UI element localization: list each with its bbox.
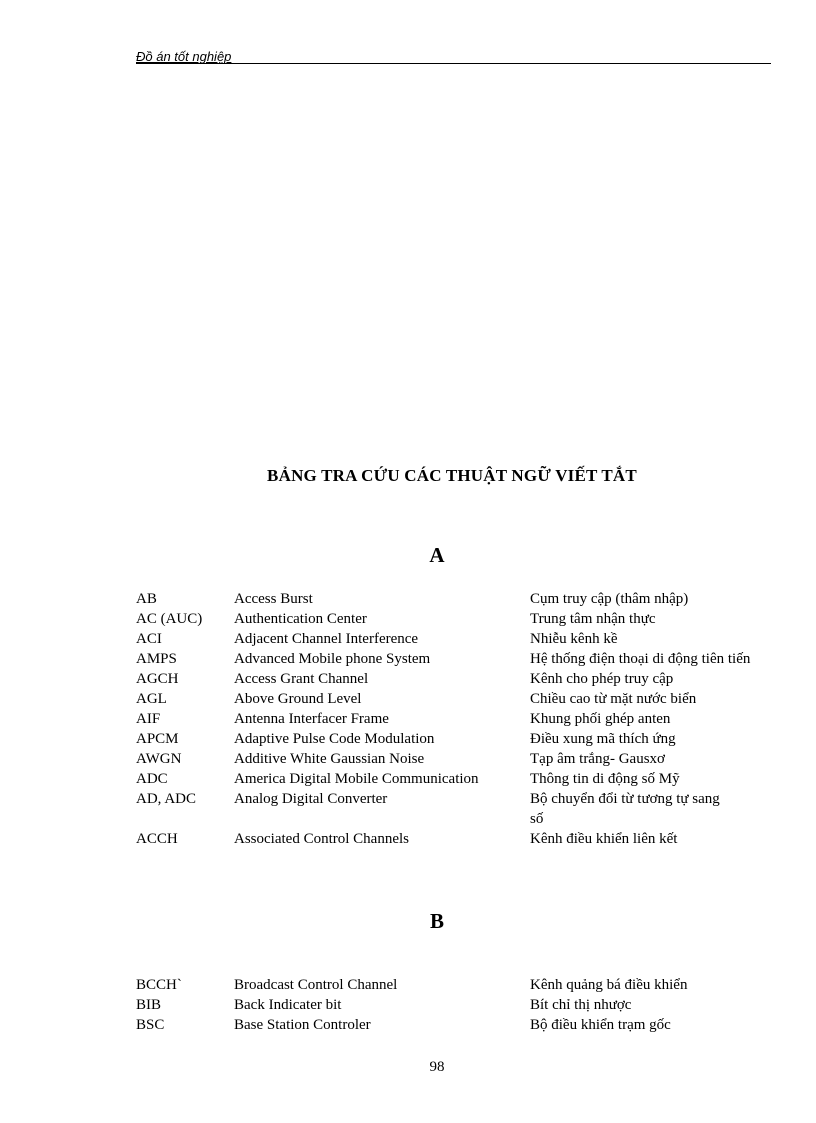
table-row (136, 589, 756, 609)
table-row (136, 1015, 756, 1035)
abbr-cell: ADC (136, 771, 168, 787)
table-row (136, 629, 756, 649)
section-a-table (136, 589, 756, 849)
abbr-cell: AB (136, 591, 157, 607)
english-cell: Base Station Controler (234, 1017, 371, 1033)
abbr-cell: ACCH (136, 831, 178, 847)
english-cell: Broadcast Control Channel (234, 977, 398, 993)
abbr-cell: ACI (136, 631, 162, 647)
abbr-cell: AMPS (136, 651, 177, 667)
abbr-cell: APCM (136, 731, 179, 747)
vietnamese-cell: Kênh quảng bá điều khiển (530, 977, 688, 993)
english-cell: America Digital Mobile Communication (234, 771, 479, 787)
vietnamese-cell: Trung tâm nhận thực (530, 611, 656, 627)
abbr-cell: AGL (136, 691, 167, 707)
page-header (136, 48, 771, 64)
vietnamese-cell: Hệ thống điện thoại di động tiên tiến (530, 651, 751, 667)
abbr-cell: AC (AUC) (136, 611, 203, 627)
table-row (136, 749, 756, 769)
vietnamese-cell: Bộ chuyển đổi từ tương tự sang số (530, 791, 720, 827)
abbr-cell: AGCH (136, 671, 179, 687)
table-row (136, 669, 756, 689)
english-cell: Advanced Mobile phone System (234, 651, 431, 667)
abbr-cell: BSC (136, 1017, 165, 1033)
table-row (136, 709, 756, 729)
vietnamese-cell: Kênh cho phép truy cập (530, 671, 674, 687)
page-number: 98 (429, 1059, 445, 1075)
table-row (136, 769, 756, 789)
english-cell: Back Indicater bit (234, 997, 342, 1013)
abbr-cell: AWGN (136, 751, 182, 767)
header-text: Đồ án tốt nghiệp (136, 49, 232, 64)
english-cell: Authentication Center (234, 611, 367, 627)
abbr-cell: AIF (136, 711, 161, 727)
table-row (136, 729, 756, 749)
vietnamese-cell: Khung phối ghép anten (530, 711, 671, 727)
table-row (136, 789, 756, 829)
vietnamese-cell: Bộ điều khiển trạm gốc (530, 1017, 671, 1033)
english-cell: Adjacent Channel Interference (234, 631, 419, 647)
table-row (136, 995, 756, 1015)
abbr-cell: BCCH` (136, 977, 182, 993)
english-cell: Antenna Interfacer Frame (234, 711, 389, 727)
table-row (136, 609, 756, 629)
english-cell: Additive White Gaussian Noise (234, 751, 425, 767)
section-b-table (136, 975, 756, 1035)
table-row (136, 649, 756, 669)
english-cell: Associated Control Channels (234, 831, 409, 847)
vietnamese-cell: Chiều cao từ mặt nước biển (530, 691, 697, 707)
abbr-cell: AD, ADC (136, 791, 197, 807)
table-row (136, 829, 756, 849)
vietnamese-cell: Kênh điều khiển liên kết (530, 831, 678, 847)
page-title: BẢNG TRA CỨU CÁC THUẬT NGỮ VIẾT TẮT (267, 466, 637, 485)
english-cell: Above Ground Level (234, 691, 362, 707)
section-letter-b: B (429, 909, 444, 933)
section-letter-a: A (429, 543, 445, 567)
vietnamese-cell: Cụm truy cập (thâm nhập) (530, 591, 689, 607)
vietnamese-cell: Bít chỉ thị nhược (530, 997, 632, 1013)
english-cell: Access Burst (234, 591, 313, 607)
vietnamese-cell: Nhiễu kênh kề (530, 631, 618, 647)
english-cell: Access Grant Channel (234, 671, 369, 687)
vietnamese-cell: Tạp âm trắng- Gausxơ (530, 751, 665, 767)
vietnamese-cell: Thông tin di động số Mỹ (530, 771, 680, 787)
table-row (136, 689, 756, 709)
english-cell: Analog Digital Converter (234, 791, 388, 807)
english-cell: Adaptive Pulse Code Modulation (234, 731, 435, 747)
abbr-cell: BIB (136, 997, 162, 1013)
vietnamese-cell: Điều xung mã thích ứng (530, 731, 676, 747)
table-row (136, 975, 756, 995)
